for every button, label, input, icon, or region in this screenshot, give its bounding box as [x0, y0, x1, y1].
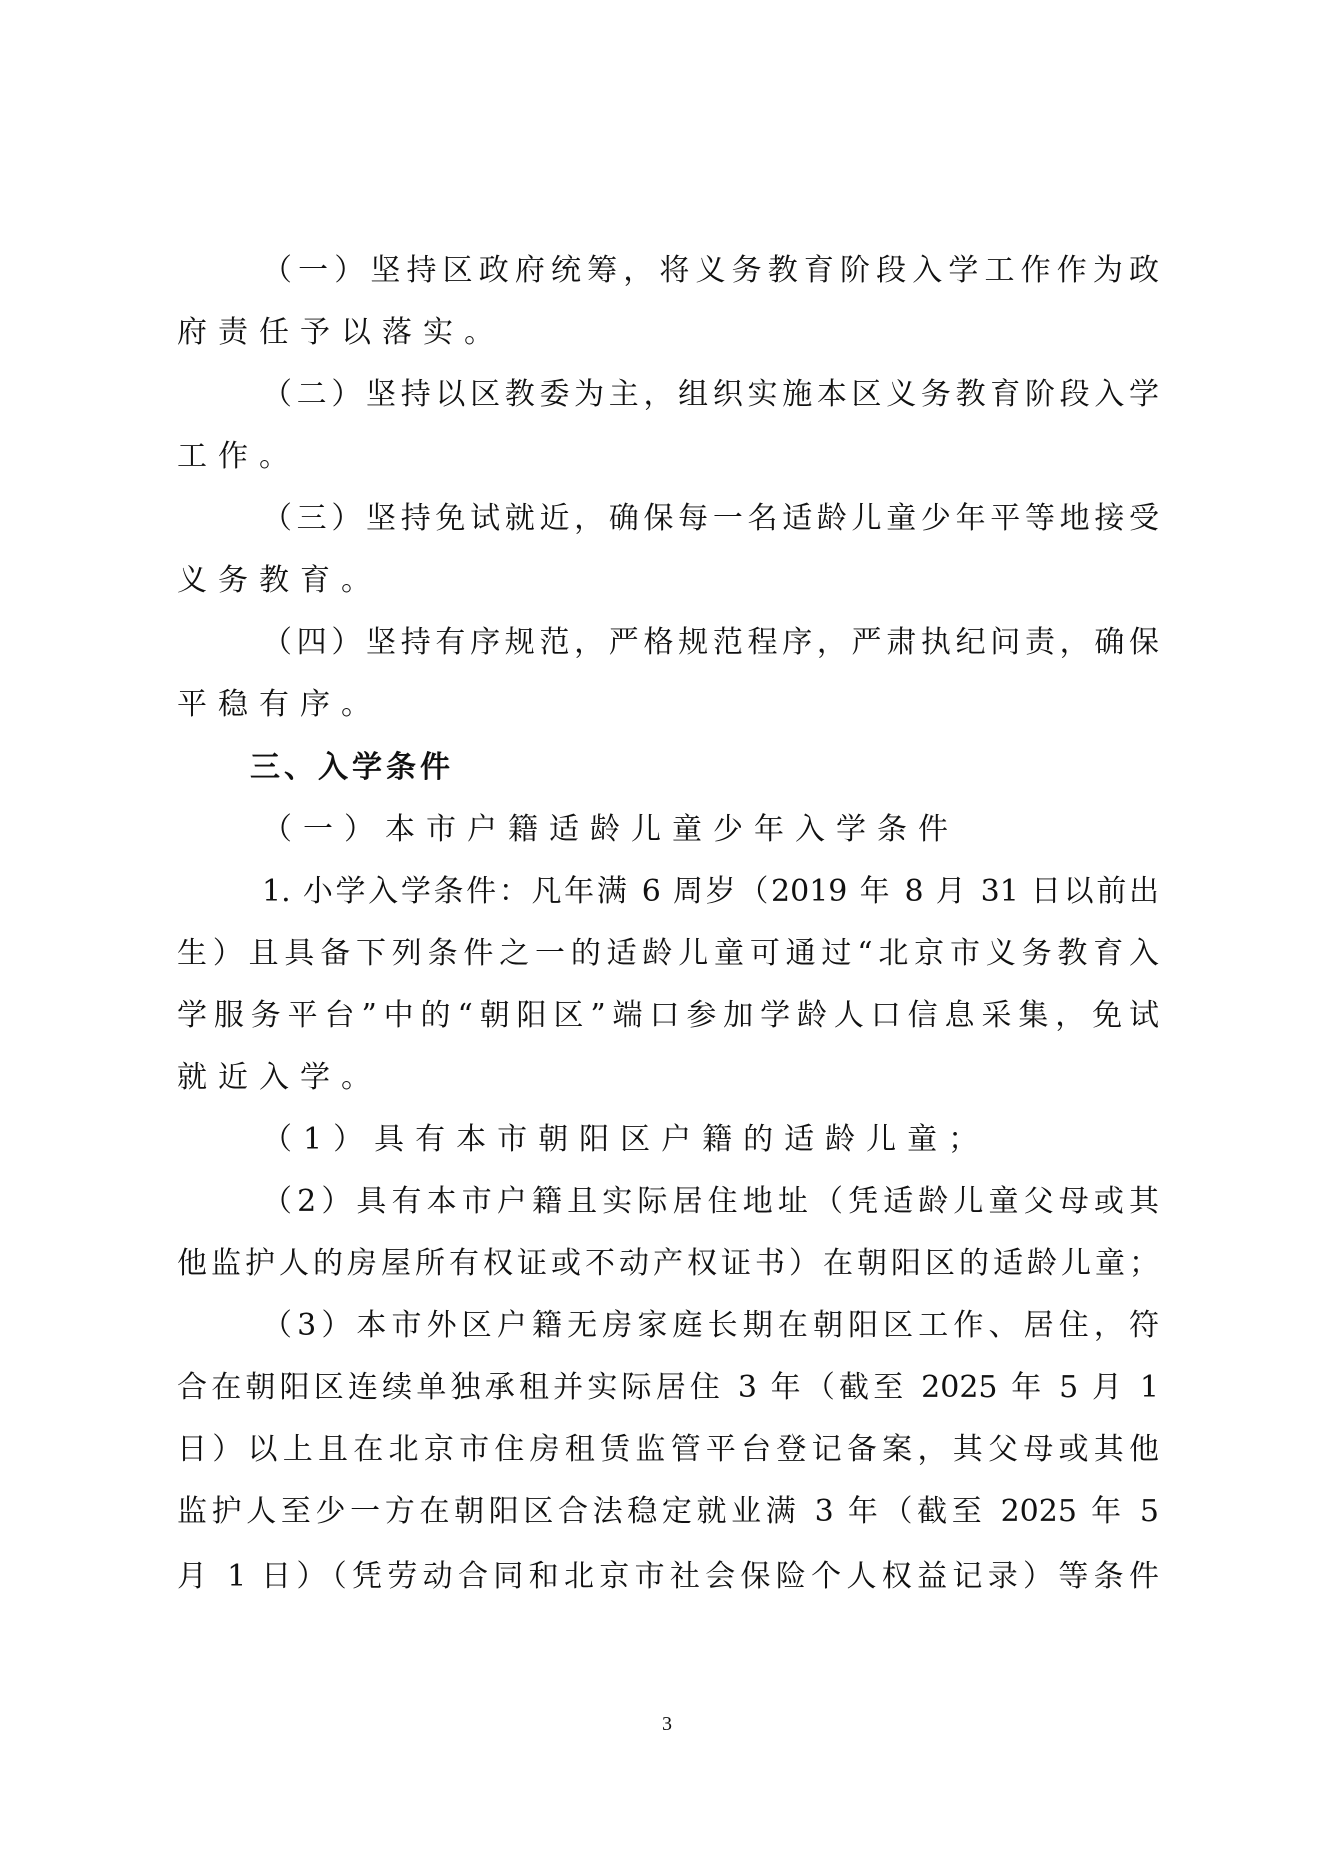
paragraph-primary-conditions-line-4: 就近入学。 [177, 1060, 382, 1095]
paragraph-principle-4-line-2: 平稳有序。 [177, 687, 382, 722]
paragraph-primary-conditions-line-2: 生）且具备下列条件之一的适龄儿童可通过“北京市义务教育入 [177, 936, 1159, 971]
paragraph-principle-4-line-1: （四）坚持有序规范，严格规范程序，严肃执纪问责，确保 [262, 625, 1159, 660]
subheading-local-hukou-conditions: （一）本市户籍适龄儿童少年入学条件 [262, 812, 959, 847]
list-item-condition-3-line-5: 月 1 日）（凭劳动合同和北京市社会保险个人权益记录）等条件 [177, 1559, 1159, 1594]
list-item-condition-2-line-1: （2）具有本市户籍且实际居住地址（凭适龄儿童父母或其 [262, 1184, 1159, 1219]
paragraph-principle-2-line-1: （二）坚持以区教委为主，组织实施本区义务教育阶段入学 [262, 377, 1159, 412]
paragraph-principle-3-line-2: 义务教育。 [177, 563, 382, 598]
paragraph-principle-3-line-1: （三）坚持免试就近，确保每一名适龄儿童少年平等地接受 [262, 501, 1159, 536]
list-item-condition-2-line-2: 他监护人的房屋所有权证或不动产权证书）在朝阳区的适龄儿童； [177, 1246, 1159, 1281]
list-item-condition-1: （1）具有本市朝阳区户籍的适龄儿童； [262, 1122, 990, 1157]
list-item-condition-3-line-3: 日）以上且在北京市住房租赁监管平台登记备案，其父母或其他 [177, 1432, 1159, 1467]
paragraph-principle-1-line-1: （一）坚持区政府统筹，将义务教育阶段入学工作作为政 [262, 253, 1159, 288]
list-item-condition-3-line-1: （3）本市外区户籍无房家庭长期在朝阳区工作、居住，符 [262, 1308, 1159, 1343]
list-item-condition-3-line-2: 合在朝阳区连续单独承租并实际居住 3 年（截至 2025 年 5 月 1 [177, 1370, 1159, 1405]
paragraph-principle-2-line-2: 工作。 [177, 439, 300, 474]
section-heading-admission-conditions: 三、入学条件 [250, 750, 454, 785]
paragraph-primary-conditions-line-1: 1. 小学入学条件：凡年满 6 周岁（2019 年 8 月 31 日以前出 [262, 874, 1159, 909]
paragraph-primary-conditions-line-3: 学服务平台”中的“朝阳区”端口参加学龄人口信息采集，免试 [177, 998, 1159, 1033]
page-number: 3 [662, 1713, 672, 1735]
paragraph-principle-1-line-2: 府责任予以落实。 [177, 315, 505, 350]
list-item-condition-3-line-4: 监护人至少一方在朝阳区合法稳定就业满 3 年（截至 2025 年 5 [177, 1494, 1159, 1529]
